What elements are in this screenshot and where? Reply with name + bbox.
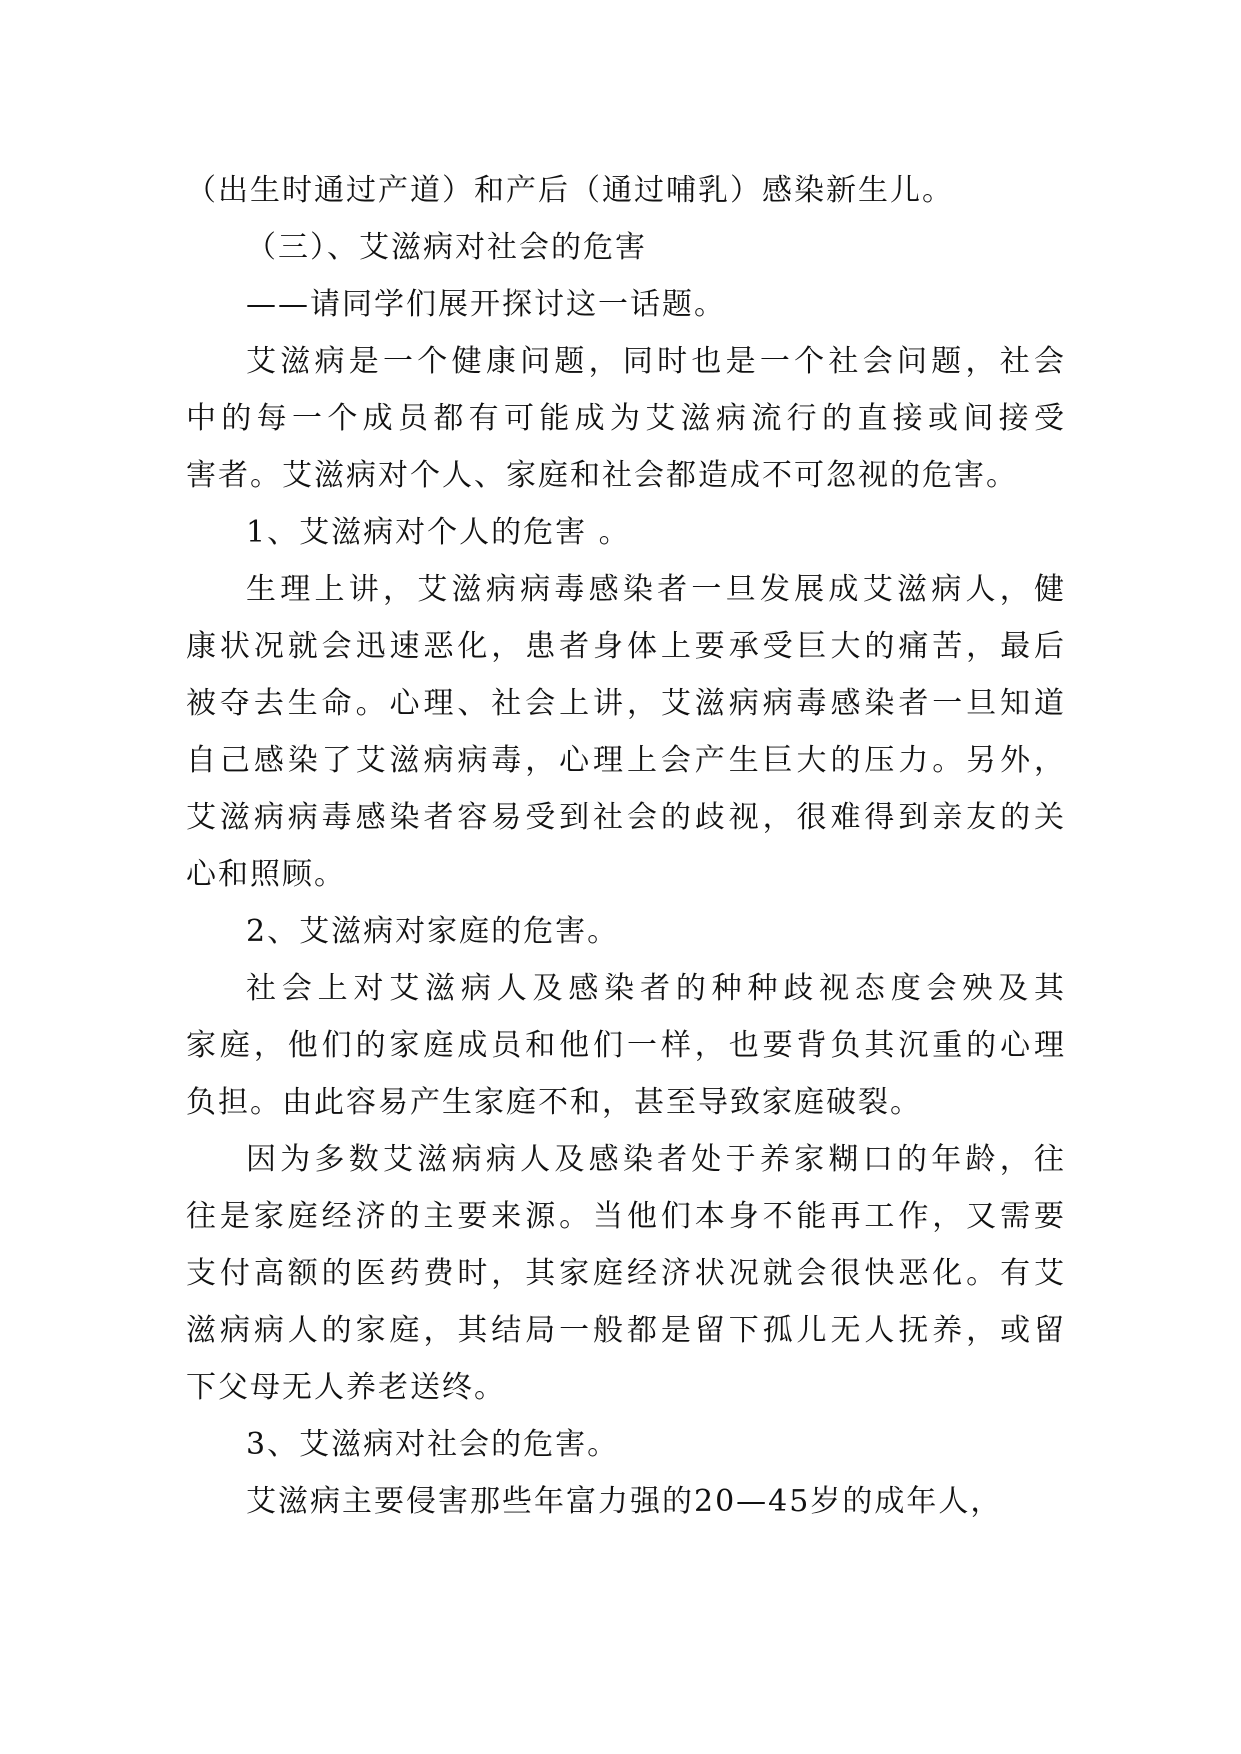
subheading-family: 2、艾滋病对家庭的危害。 [246, 914, 620, 949]
paragraph-line: 社会上对艾滋病人及感染者的种种歧视态度会殃及其 [246, 971, 1066, 1006]
paragraph-line: 下父母无人养老送终。 [186, 1370, 506, 1405]
paragraph-line: 艾滋病主要侵害那些年富力强的20—45岁的成年人， [246, 1484, 1003, 1519]
paragraph-line: 负担。由此容易产生家庭不和，甚至导致家庭破裂。 [186, 1085, 922, 1120]
paragraph-line: 生理上讲，艾滋病病毒感染者一旦发展成艾滋病人，健 [246, 572, 1066, 607]
paragraph-line: 支付高额的医药费时，其家庭经济状况就会很快恶化。有艾 [186, 1256, 1066, 1291]
paragraph-line: 心和照顾。 [186, 857, 346, 892]
paragraph-line: 家庭，他们的家庭成员和他们一样，也要背负其沉重的心理 [186, 1028, 1066, 1063]
paragraph-line: 艾滋病病毒感染者容易受到社会的歧视，很难得到亲友的关 [186, 800, 1066, 835]
paragraph-line: 往是家庭经济的主要来源。当他们本身不能再工作，又需要 [186, 1199, 1066, 1234]
subheading-society: 3、艾滋病对社会的危害。 [246, 1427, 620, 1462]
paragraph-line: 自己感染了艾滋病病毒，心理上会产生巨大的压力。另外， [186, 743, 1066, 778]
document-page [186, 162, 1066, 1530]
paragraph-line: 中的每一个成员都有可能成为艾滋病流行的直接或间接受 [186, 401, 1066, 436]
paragraph-line: 被夺去生命。心理、社会上讲，艾滋病病毒感染者一旦知道 [186, 686, 1066, 721]
text-line-1: （出生时通过产道）和产后（通过哺乳）感染新生儿。 [186, 173, 954, 208]
paragraph-line: 因为多数艾滋病病人及感染者处于养家糊口的年龄，往 [246, 1142, 1066, 1177]
paragraph-line: 艾滋病是一个健康问题，同时也是一个社会问题，社会 [246, 344, 1066, 379]
paragraph-line: 康状况就会迅速恶化，患者身体上要承受巨大的痛苦，最后 [186, 629, 1066, 664]
paragraph-line: 害者。艾滋病对个人、家庭和社会都造成不可忽视的危害。 [186, 458, 1018, 493]
paragraph-line: 滋病病人的家庭，其结局一般都是留下孤儿无人抚养，或留 [186, 1313, 1066, 1348]
subheading-individual: 1、艾滋病对个人的危害 。 [246, 515, 631, 550]
discussion-prompt: ——请同学们展开探讨这一话题。 [246, 287, 726, 322]
section-heading-3: （三）、艾滋病对社会的危害 [246, 230, 647, 265]
